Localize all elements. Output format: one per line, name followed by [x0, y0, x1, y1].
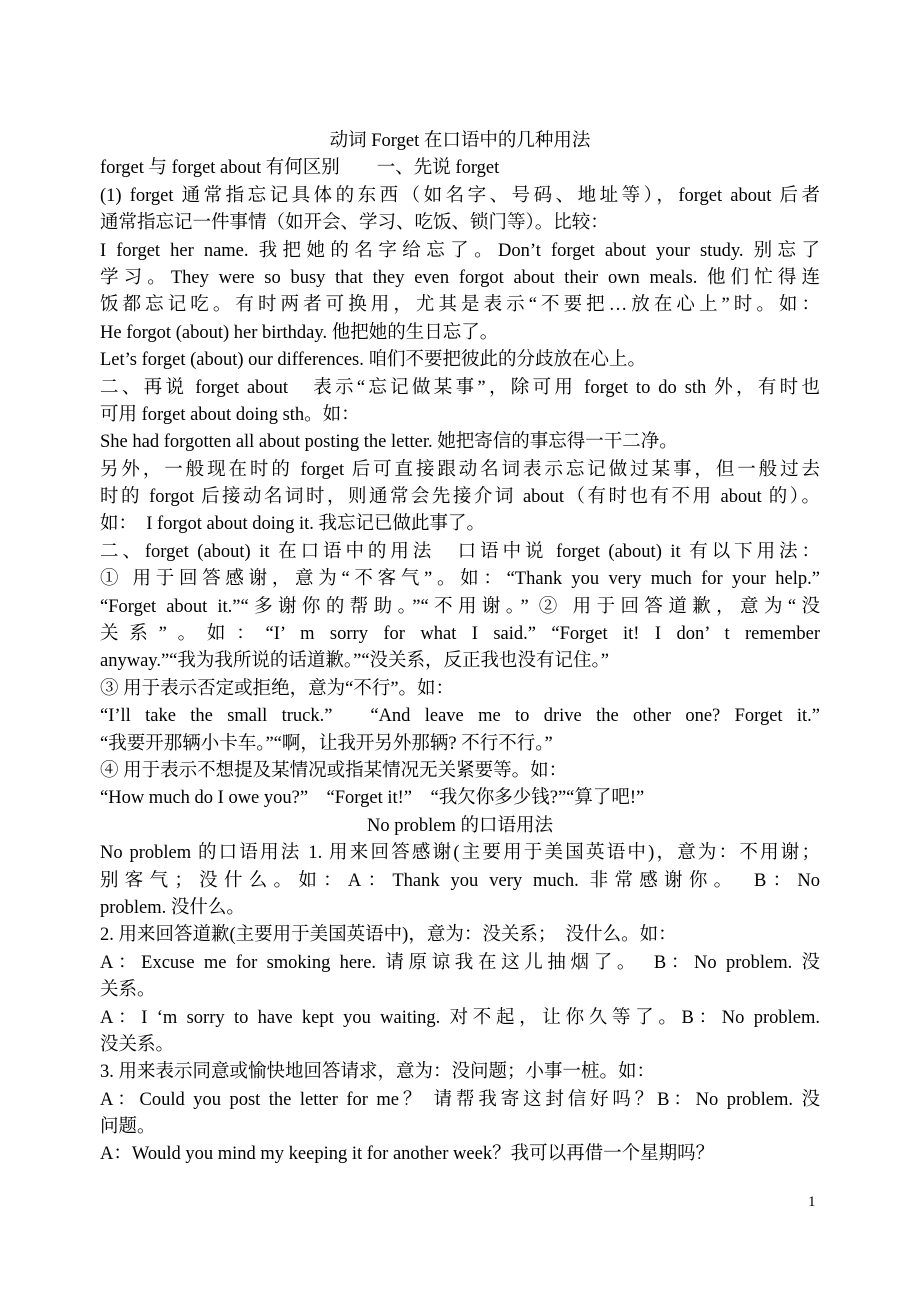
text-line: Let’s forget (about) our differences. 咱们不要把彼此的分歧放在心上。: [100, 350, 646, 371]
text-line: “How much do I owe you?” “Forget it!” “我欠你多少钱?”“算了吧!”: [100, 788, 645, 809]
text-line: ③ 用于表示否定或拒绝，意为“不行”。如：: [100, 678, 455, 699]
text-line: 关系。: [100, 980, 156, 1001]
text-line: 3. 用来表示同意或愉快地回答请求，意为：没问题；小事一桩。如：: [100, 1062, 656, 1083]
section-heading: 动词 Forget 在口语中的几种用法: [329, 131, 591, 151]
text-line: forget 与 forget about 有何区别 一、先说 forget: [100, 158, 500, 179]
text-line: 没关系。: [100, 1034, 175, 1055]
text-line: 二、再说 forget about 表示“忘记做某事”，除可用 forget to do sth 外，有时也: [100, 377, 820, 398]
text-line: 二、forget (about) it 在口语中的用法 口语中说 forget (about) it 有以下用法：: [100, 541, 820, 562]
text-line: She had forgotten all about posting the letter. 她把寄信的事忘得一干二净。: [100, 432, 678, 453]
text-line: ① 用于回答感谢，意为“不客气”。如：“Thank you very much for your help.”: [100, 569, 820, 590]
text-line: He forgot (about) her birthday. 他把她的生日忘了。: [100, 322, 499, 343]
text-line: 学习。They were so busy that they even forgot about their own meals. 他们忙得连: [100, 267, 820, 288]
text-line: A：Could you post the letter for me？ 请帮我寄这封信好吗？B：No problem. 没: [100, 1089, 820, 1110]
text-line: problem. 没什么。: [100, 897, 245, 918]
text-line: 另外，一般现在时的 forget 后可直接跟动名词表示忘记做过某事，但一般过去: [100, 459, 820, 480]
text-line: 时的 forgot 后接动名词时，则通常会先接介词 about（有时也有不用 about 的）。: [100, 487, 820, 508]
text-line: I forget her name. 我把她的名字给忘了。Don’t forget about your study. 别忘了: [100, 240, 820, 261]
text-line: A：Excuse me for smoking here. 请原谅我在这儿抽烟了。 B：No problem. 没: [100, 952, 820, 973]
text-line: 别客气；没什么。如：A：Thank you very much. 非常感谢你。 B：No: [100, 870, 820, 891]
text-line: 通常指忘记一件事情（如开会、学习、吃饭、锁门等）。比较：: [100, 213, 609, 234]
text-line: “我要开那辆小卡车。”“啊，让我开另外那辆? 不行不行。”: [100, 733, 553, 754]
text-line: 关系”。如：“I’ m sorry for what I said.” “Forget it! I don’ t remember: [100, 624, 820, 645]
page-number: 1: [808, 1194, 816, 1210]
text-line: 问题。: [100, 1117, 156, 1138]
text-line: 2. 用来回答道歉(主要用于美国英语中)，意为：没关系； 没什么。如：: [100, 925, 677, 946]
text-line: 饭都忘记吃。有时两者可换用，尤其是表示“不要把…放在心上”时。如：: [100, 295, 820, 316]
text-line: 可用 forget about doing sth。如：: [100, 404, 360, 425]
text-line: “I’ll take the small truck.” “And leave me to drive the other one? Forget it.”: [100, 706, 820, 727]
document-body: [100, 128, 820, 1169]
text-line: 如： I forgot about doing it. 我忘记已做此事了。: [100, 514, 486, 535]
text-line: No problem 的口语用法 1. 用来回答感谢(主要用于美国英语中)，意为：不用谢；: [100, 843, 820, 864]
text-line: (1) forget 通常指忘记具体的东西（如名字、号码、地址等），forget about 后者: [100, 185, 820, 206]
text-line: A：I ‘m sorry to have kept you waiting. 对不起，让你久等了。B：No problem.: [100, 1007, 820, 1028]
text-line: “Forget about it.”“多谢你的帮助。”“不用谢。” ② 用于回答道歉，意为“没: [100, 596, 820, 617]
section-heading: No problem 的口语用法: [366, 815, 553, 836]
text-line: A：Would you mind my keeping it for another week？我可以再借一个星期吗？: [100, 1144, 715, 1165]
text-line: ④ 用于表示不想提及某情况或指某情况无关紧要等。如：: [100, 760, 568, 781]
text-line: anyway.”“我为我所说的话道歉。”“没关系，反正我也没有记住。”: [100, 651, 610, 672]
